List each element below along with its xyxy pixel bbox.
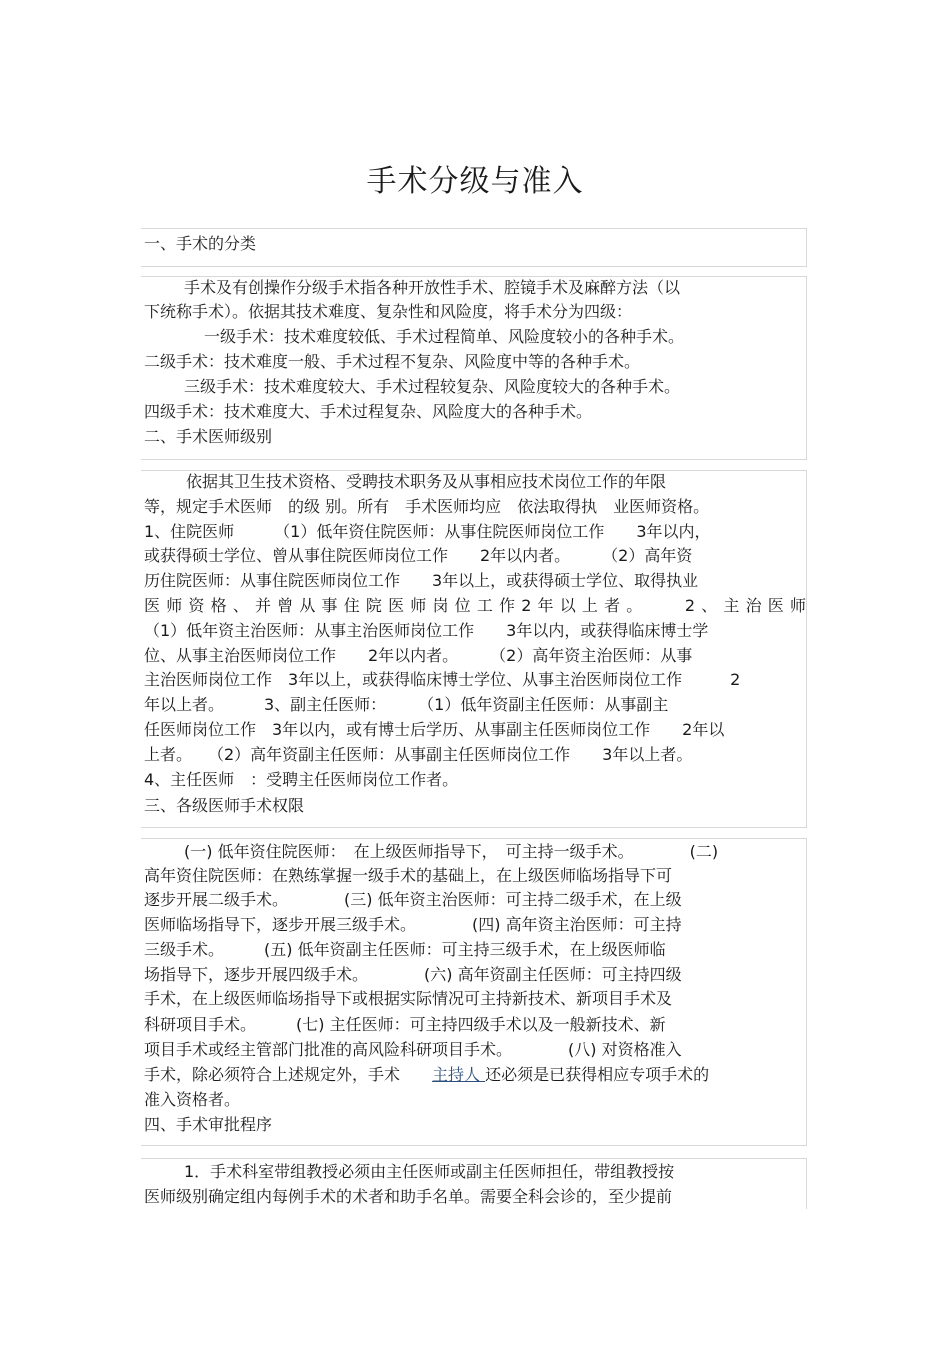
paragraph-line: 医师临场指导下，逐步开展三级手术。 (四) 高年资主治医师：可主持 (144, 915, 682, 934)
paragraph-line: 准入资格者。 (144, 1090, 241, 1109)
paragraph-line: 历住院医师：从事住院医师岗位工作 3年以上，或获得硕士学位、取得执业 (144, 571, 699, 590)
paragraph-line: 1．手术科室带组教授必须由主任医师或副主任医师担任，带组教授按 (184, 1162, 675, 1181)
paragraph-line: 二级手术：技术难度一般、手术过程不复杂、风险度中等的各种手术。 (144, 352, 641, 371)
paragraph-line: 手术，在上级医师临场指导下或根据实际情况可主持新技术、新项目手术及 (144, 989, 673, 1008)
paragraph-line: 场指导下，逐步开展四级手术。 (六) 高年资副主任医师：可主持四级 (144, 965, 682, 984)
paragraph-line: 1、住院医师 （1）低年资住院医师：从事住院医师岗位工作 3年以内， (144, 522, 711, 541)
paragraph-line: 科研项目手术。 (七) 主任医师：可主持四级手术以及一般新技术、新 (144, 1015, 666, 1034)
page-title: 手术分级与准入 (366, 164, 584, 199)
paragraph-line: 项目手术或经主管部门批准的高风险科研项目手术。 (八) 对资格准入 (144, 1040, 682, 1059)
host-surgeon-link[interactable]: 主持人 (432, 1065, 486, 1084)
paragraph-line: 三级手术：技术难度较大、手术过程较复杂、风险度较大的各种手术。 (184, 377, 681, 396)
paragraph-line: 医师级别确定组内每例手术的术者和助手名单。需要全科会诊的，至少提前 (144, 1187, 673, 1206)
paragraph-line: 或获得硕士学位、曾从事住院医师岗位工作 2年以内者。 （2）高年资 (144, 546, 693, 565)
paragraph-text: 还必须是已获得相应专项手术的 (485, 1065, 710, 1084)
paragraph-line: 下统称手术）。依据其技术难度、复杂性和风险度，将手术分为四级： (144, 302, 633, 321)
paragraph-text: 手术，除必须符合上述规定外，手术 (144, 1065, 433, 1084)
section-heading-4: 四、手术审批程序 (144, 1115, 273, 1134)
paragraph-line: 位、从事主治医师岗位工作 2年以内者。 （2）高年资主治医师：从事 (144, 646, 693, 665)
paragraph-line: 逐步开展二级手术。 (三) 低年资主治医师：可主持二级手术，在上级 (144, 890, 682, 909)
paragraph-line: 高年资住院医师：在熟练掌握一级手术的基础上，在上级医师临场指导下可 (144, 866, 673, 885)
paragraph-line: 任医师岗位工作 3年以内，或有博士后学历、从事副主任医师岗位工作 2年以 (144, 720, 725, 739)
paragraph-line: 一级手术：技术难度较低、手术过程简单、风险度较小的各种手术。 (204, 327, 685, 346)
paragraph-line: 主治医师岗位工作 3年以上，或获得临床博士学位、从事主治医师岗位工作 2 (144, 670, 741, 689)
paragraph-line: 等，规定手术医师 的级 别。所有 手术医师均应 依法取得执 业医师资格。 (144, 497, 710, 516)
paragraph-line: 医师资格、并曾从事住院医师岗位工作2年以上者。 2、主治医师 (144, 596, 806, 615)
paragraph-line: （1）低年资主治医师：从事主治医师岗位工作 3年以内，或获得临床博士学 (144, 621, 709, 640)
paragraph-line: 年以上者。 3、副主任医师： （1）低年资副主任医师：从事副主 (144, 695, 669, 714)
paragraph-line: 上者。 （2）高年资副主任医师：从事副主任医师岗位工作 3年以上者。 (144, 745, 693, 764)
section-heading-1: 一、手术的分类 (144, 234, 257, 253)
paragraph-line: 手术及有创操作分级手术指各种开放性手术、腔镜手术及麻醉方法（以 (184, 278, 681, 297)
section-heading-2: 二、手术医师级别 (144, 427, 273, 446)
section-heading-3: 三、各级医师手术权限 (144, 796, 305, 815)
paragraph-line: 4、主任医师 ：受聘主任医师岗位工作者。 (144, 770, 459, 789)
paragraph-line (144, 1063, 806, 1087)
paragraph-line: 三级手术。 (五) 低年资副主任医师：可主持三级手术，在上级医师临 (144, 940, 666, 959)
paragraph-line: 四级手术：技术难度大、手术过程复杂、风险度大的各种手术。 (144, 402, 593, 421)
paragraph-line: 依据其卫生技术资格、受聘技术职务及从事相应技术岗位工作的年限 (186, 472, 667, 491)
paragraph-line: (一) 低年资住院医师： 在上级医师指导下， 可主持一级手术。 (二) (184, 842, 719, 861)
